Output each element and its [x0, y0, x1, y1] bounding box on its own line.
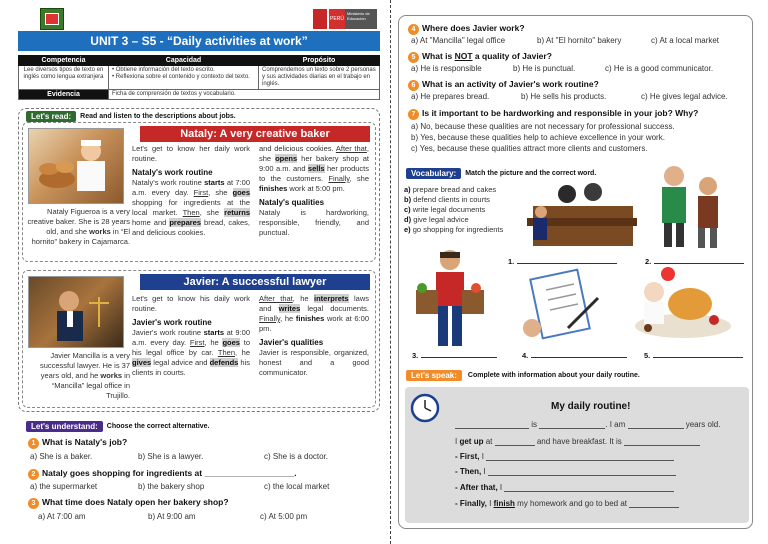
logo-ministry-text: Ministerio de Educación — [345, 9, 377, 29]
lawyer-illustration — [29, 277, 124, 348]
bread-illustration — [628, 262, 738, 344]
question-2-options — [30, 482, 329, 491]
competence-table — [18, 55, 380, 100]
javier-col-1: Let's get to know his daily work routine. Javier's work routine Javier's work routine starts at 9:00 a.m. every day. First, he goes to his legal office by car. Then, he gives legal advice and defends his clients in courts. — [132, 294, 251, 377]
blank-then[interactable] — [488, 468, 676, 476]
nataly-qualities: Nataly is hardworking, responsible, friendly, and punctual. — [259, 208, 369, 237]
question-4-options — [411, 36, 719, 45]
answer-blank[interactable] — [531, 357, 627, 358]
option-b[interactable]: b) At 9:00 am — [148, 512, 196, 521]
option-c[interactable]: c) the local market — [264, 482, 330, 491]
school-logo — [40, 8, 64, 30]
javier-col-2: After that, he interprets laws and writes legal documents. Finally, he finishes work at 6:00 pm. Javier's qualities Javier is responsible, organized, honest and a good communicator. — [259, 294, 370, 377]
javier-qualities-heading: Javier's qualities — [259, 338, 324, 347]
nataly-qualities-heading: Nataly's qualities — [259, 198, 325, 207]
lets-speak-tag: Let's speak: — [406, 370, 462, 381]
evidencia-label: Evidencia — [19, 90, 109, 100]
nataly-col-1: Let's get to know her daily work routine. Nataly's work routine Nataly's work routine starts at 7:00 a.m. every day. First, she goes shopping for ingredients at the local market. Then, she returns home and prepares bread, cakes, and delicious cookies. — [132, 144, 251, 237]
lets-speak-instruction: Complete with information about your daily routine. — [467, 372, 640, 379]
question-text: Where does Javier work? — [422, 23, 525, 33]
question-5 — [408, 51, 552, 63]
answer-blank[interactable] — [421, 357, 497, 358]
question-text-emphasis: NOT — [454, 51, 473, 61]
lawyer-photo — [28, 276, 124, 348]
legal-advice-illustration — [652, 160, 726, 252]
option-a[interactable]: a) He is responsible — [411, 64, 482, 73]
option-b[interactable]: b) She is a lawyer. — [138, 452, 204, 461]
question-4 — [408, 23, 525, 35]
lets-read-header — [26, 111, 236, 122]
question-2 — [28, 468, 297, 480]
ministry-logo — [313, 9, 377, 29]
vocab-answer-1: 1. — [508, 257, 617, 266]
question-7 — [408, 108, 698, 120]
routine-line-2: I get up at and have breakfast. It is — [455, 437, 700, 446]
option-c[interactable]: c) He is a good communicator. — [605, 64, 714, 73]
capacidad-item: • Reflexiona sobre el contenido y contexto del texto. — [112, 74, 250, 80]
clock-icon — [410, 393, 440, 423]
nataly-routine-heading: Nataly's work routine — [132, 168, 213, 177]
question-number: 5 — [408, 52, 419, 63]
question-number: 3 — [28, 498, 39, 509]
lets-speak-header — [406, 370, 640, 381]
javier-title: Javier: A successful lawyer — [140, 274, 370, 290]
logo-peru-text: PERÚ — [329, 9, 345, 29]
vocab-item: e) go shopping for ingredients — [404, 225, 504, 234]
page-divider — [390, 0, 391, 544]
nataly-title: Nataly: A very creative baker — [140, 126, 370, 142]
blank-field[interactable] — [624, 438, 700, 446]
question-text: Nataly goes shopping for ingredients at ___________________. — [42, 468, 297, 478]
vocabulary-tag: Vocabulary: — [406, 168, 461, 179]
answer-blank[interactable] — [517, 263, 617, 264]
blank-bedtime[interactable] — [629, 500, 679, 508]
capacidad-item: • Obtiene información del texto escrito. — [112, 67, 215, 73]
lets-read-instruction: Read and listen to the descriptions about jobs. — [80, 113, 236, 120]
unit-title: UNIT 3 – S5 - “Daily activities at work” — [18, 31, 380, 51]
option-a[interactable]: a) No, because these qualities are not necessary for professional success. — [411, 122, 675, 131]
vocab-item: a) prepare bread and cakes — [404, 185, 497, 194]
lets-understand-instruction: Choose the correct alternative. — [106, 423, 210, 430]
nataly-intro: Let's get to know her daily work routine. — [132, 144, 250, 163]
javier-qualities: Javier is responsible, organized, honest and a good communicator. — [259, 348, 369, 377]
option-a[interactable]: a) He prepares bread. — [411, 92, 490, 101]
question-1-options — [30, 452, 328, 461]
question-6 — [408, 79, 599, 91]
blank-age[interactable] — [628, 421, 684, 429]
competencia-cell: Lee diversos tipos de texto en inglés como lengua extranjera — [19, 66, 109, 90]
question-number: 6 — [408, 80, 419, 91]
question-1 — [28, 437, 127, 449]
option-c[interactable]: c) At 5:00 pm — [260, 512, 308, 521]
vocabulary-list — [404, 185, 503, 235]
nataly-caption: Nataly Figueroa is a very creative baker. She is 28 years old, and she works in “El hornito” bakery in Cajamarca. — [27, 207, 130, 246]
capacidad-cell — [109, 66, 259, 90]
lets-understand-header — [26, 421, 210, 432]
question-text: What time does Nataly open her bakery shop? — [42, 497, 229, 507]
blank-after-that[interactable] — [504, 484, 674, 492]
question-number: 2 — [28, 469, 39, 480]
nataly-col-2: and delicious cookies. After that, she opens her bakery shop at 9:00 a.m. and sells her products to the customers. Finally, she finishes work at 5:00 pm. Nataly's qualities Nataly is hardworking, responsible, friendly, and punctual. — [259, 144, 369, 237]
vocab-item: c) write legal documents — [404, 205, 486, 214]
option-b[interactable]: b) the bakery shop — [138, 482, 205, 491]
option-c[interactable]: c) At a local market — [651, 36, 720, 45]
vocab-item: d) give legal advice — [404, 215, 469, 224]
lets-understand-tag: Let's understand: — [26, 421, 103, 432]
question-7-options — [411, 121, 675, 154]
question-text: Is it important to be hardworking and responsible in your job? Why? — [422, 108, 699, 118]
blank-field[interactable] — [539, 421, 605, 429]
option-a[interactable]: a) She is a baker. — [30, 452, 93, 461]
option-a[interactable]: a) the supermarket — [30, 482, 98, 491]
vocab-answer-5: 5. — [644, 351, 743, 360]
question-number: 1 — [28, 438, 39, 449]
answer-blank[interactable] — [653, 357, 743, 358]
vocab-answer-2: 2. — [645, 257, 744, 266]
option-a[interactable]: a) At 7:00 am — [38, 512, 86, 521]
option-a[interactable]: a) At "Mancilla" legal office — [411, 36, 506, 45]
option-c[interactable]: c) He gives legal advice. — [641, 92, 728, 101]
question-text: What is — [422, 51, 455, 61]
vocabulary-instruction: Match the picture and the correct word. — [465, 170, 597, 177]
question-3 — [28, 497, 229, 509]
option-b[interactable]: b) He sells his products. — [521, 92, 607, 101]
question-text: What is an activity of Javier's work routine? — [422, 79, 599, 89]
routine-line-4: - Then, I — [455, 467, 676, 476]
routine-line-3: - First, I — [455, 452, 674, 461]
vocab-item: b) defend clients in courts — [404, 195, 490, 204]
baker-illustration — [29, 129, 124, 204]
vocab-answer-3: 3. — [412, 351, 497, 360]
javier-routine-heading: Javier's work routine — [132, 318, 212, 327]
proposito-cell: Comprendemos un texto sobre 2 personas y sus actividades diarias en el trabajo en inglés. — [259, 66, 380, 90]
question-number: 7 — [408, 109, 419, 120]
routine-line-1: is . I am years old. — [455, 420, 720, 429]
javier-intro: Let's get to know his daily work routine. — [132, 294, 250, 313]
court-illustration — [527, 176, 637, 250]
routine-title: My daily routine! — [551, 401, 631, 412]
question-3-options — [38, 512, 307, 521]
writing-documents-illustration — [518, 268, 604, 342]
question-text: a quality of Javier? — [472, 51, 552, 61]
vocab-answer-4: 4. — [522, 351, 627, 360]
col-header-competencia: Competencia — [19, 56, 109, 66]
question-number: 4 — [408, 24, 419, 35]
blank-first[interactable] — [486, 453, 674, 461]
javier-caption: Javier Mancilla is a very successful lawyer. He is 37 years old, and he works in “Mancilla” legal office in Trujillo. — [39, 351, 130, 400]
blank-time[interactable] — [495, 438, 535, 446]
question-5-options — [411, 64, 713, 73]
evidencia-cell: Ficha de comprensión de textos y vocabulario. — [109, 90, 380, 100]
option-b[interactable]: b) Yes, because these qualities help to achieve excellence in your work. — [411, 133, 665, 142]
lets-read-tag: Let's read: — [26, 111, 76, 122]
shopping-illustration — [410, 248, 490, 354]
question-6-options — [411, 92, 728, 101]
peru-shield-icon — [313, 9, 327, 29]
option-b[interactable]: b) At "El hornito" bakery — [537, 36, 622, 45]
routine-line-6: - Finally, I finish my homework and go to bed at — [455, 499, 679, 508]
option-c[interactable]: c) She is a doctor. — [264, 452, 329, 461]
question-text: What is Nataly's job? — [42, 437, 128, 447]
option-c[interactable]: c) Yes, because these qualities attract more clients and customers. — [411, 144, 648, 153]
col-header-capacidad: Capacidad — [109, 56, 259, 66]
option-b[interactable]: b) He is punctual. — [513, 64, 576, 73]
col-header-proposito: Propósito — [259, 56, 380, 66]
answer-blank[interactable] — [654, 263, 744, 264]
baker-photo — [28, 128, 124, 204]
blank-name[interactable] — [455, 421, 529, 429]
routine-line-5: - After that, I — [455, 483, 674, 492]
